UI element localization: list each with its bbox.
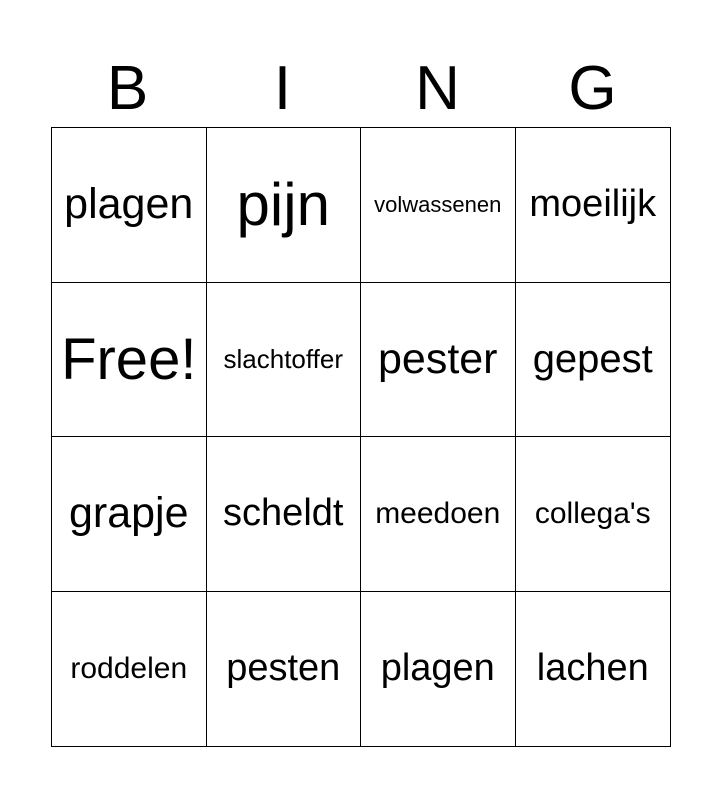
bingo-cell-r3c2[interactable]: [207, 437, 362, 592]
bingo-cell-r4c1[interactable]: [52, 592, 207, 747]
bingo-cell-r4c4[interactable]: [516, 592, 671, 747]
bingo-card-grid: [51, 127, 671, 747]
cell-word: plagen: [380, 647, 495, 690]
cell-word: lachen: [536, 647, 649, 690]
cell-word: collega's: [534, 496, 651, 530]
bingo-cell-r3c3[interactable]: [361, 437, 516, 592]
cell-word: pijn: [236, 171, 330, 239]
bingo-cell-r1c2[interactable]: [207, 128, 362, 283]
bingo-cell-r4c2[interactable]: [207, 592, 362, 747]
bingo-cell-r1c1[interactable]: [52, 128, 207, 283]
cell-word: scheldt: [223, 492, 344, 535]
bingo-cell-r2c3[interactable]: [361, 283, 516, 438]
cell-word: pester: [377, 334, 498, 383]
bingo-cell-r4c3[interactable]: [361, 592, 516, 747]
header-letter-n: N: [415, 54, 460, 123]
bingo-header: [50, 50, 670, 128]
bingo-cell-r3c1[interactable]: [52, 437, 207, 592]
bingo-cell-free[interactable]: [52, 283, 207, 438]
header-letter-g: G: [568, 54, 617, 123]
header-letter-i: I: [273, 54, 292, 123]
cell-word: gepest: [532, 336, 653, 381]
bingo-cell-r2c4[interactable]: [516, 283, 671, 438]
cell-word: slachtoffer: [223, 343, 343, 374]
cell-word: roddelen: [70, 651, 188, 685]
bingo-cell-r3c4[interactable]: [516, 437, 671, 592]
cell-word: pesten: [226, 647, 341, 690]
header-letter-b: B: [106, 54, 149, 123]
cell-word: volwassenen: [374, 191, 502, 217]
cell-word: meedoen: [375, 496, 501, 530]
bingo-cell-r1c4[interactable]: [516, 128, 671, 283]
cell-word: grapje: [68, 489, 189, 538]
bingo-cell-r1c3[interactable]: [361, 128, 516, 283]
cell-word: moeilijk: [529, 183, 657, 226]
cell-word: Free!: [61, 326, 197, 392]
bingo-cell-r2c2[interactable]: [207, 283, 362, 438]
cell-word: plagen: [64, 180, 194, 229]
